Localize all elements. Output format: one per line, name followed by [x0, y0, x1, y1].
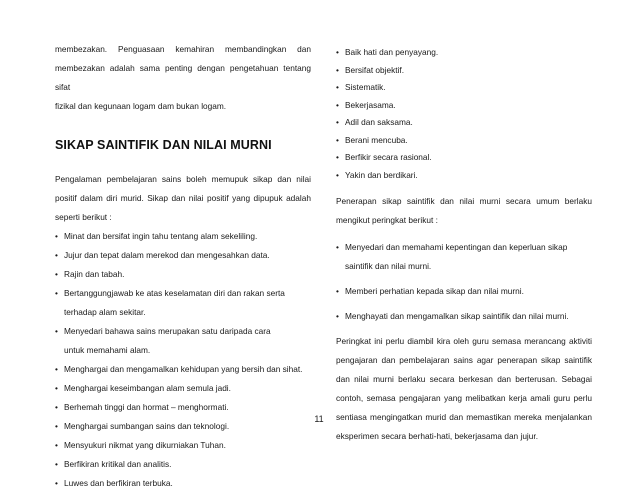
intro-paragraph: [55, 40, 311, 116]
list-item: • Luwes dan berfikiran terbuka.: [55, 474, 311, 493]
list-item: • Berfikir secara rasional.: [336, 149, 592, 167]
list-item: • Bertanggungjawab ke atas keselamatan diri dan rakan serta terhadap alam sekitar.: [55, 284, 302, 322]
left-column: [55, 40, 311, 493]
right-column: [336, 44, 592, 446]
para-line: sentiasa mengingatkan murid dan memastikan mereka menjalankan: [336, 412, 592, 422]
list-item: • Berani mencuba.: [336, 132, 592, 150]
list-item: • Mensyukuri nikmat yang dikurniakan Tuhan.: [55, 436, 311, 455]
para-line: positif dalam diri murid. Sikap dan nilai positif yang dipupuk adalah: [55, 193, 311, 203]
para-line: mengikut peringkat berikut :: [336, 215, 438, 225]
stages-intro-paragraph: [336, 192, 592, 230]
section-heading: SIKAP SAINTIFIK DAN NILAI MURNI: [55, 138, 272, 152]
list-item: • Berhemah tinggi dan hormat – menghormati.: [55, 398, 311, 417]
list-item: • Yakin dan berdikari.: [336, 167, 592, 185]
intro-line: membezakan. Penguasaan kemahiran membandingkan dan: [55, 44, 311, 54]
list-item: • Bekerjasama.: [336, 97, 592, 115]
list-item: • Minat dan bersifat ingin tahu tentang alam sekeliling.: [55, 227, 311, 246]
list-item: • Sistematik.: [336, 79, 592, 97]
spacer: [336, 184, 592, 192]
para-line: dan nilai murni berlaku secara berkesan dan berterusan. Sebagai: [336, 374, 592, 384]
para-line: Penerapan sikap saintifik dan nilai murni secara umum berlaku: [336, 196, 592, 206]
list-item: • Berfikiran kritikal dan analitis.: [55, 455, 311, 474]
list-item: • Menghargai keseimbangan alam semula jadi.: [55, 379, 311, 398]
list-item: • Menghargai sumbangan sains dan teknologi.: [55, 417, 311, 436]
intro-line: membezakan adalah sama penting dengan pengetahuan tentang sifat: [55, 63, 311, 92]
list-item: • Menyedari bahawa sains merupakan satu daripada cara untuk memahami alam.: [55, 322, 289, 360]
values-list: [336, 44, 592, 184]
closing-paragraph: [336, 332, 592, 446]
spacer: [336, 230, 592, 238]
para-line: Peringkat ini perlu diambil kira oleh guru semasa merancang aktiviti: [336, 336, 592, 346]
attitudes-list: [55, 227, 311, 493]
list-item: • Memberi perhatian kepada sikap dan nilai murni.: [336, 282, 592, 301]
list-item: • Rajin dan tabah.: [55, 265, 311, 284]
list-item: • Menghayati dan mengamalkan sikap saintifik dan nilai murni.: [336, 307, 575, 326]
intro-line: fizikal dan kegunaan logam dam bukan logam.: [55, 101, 227, 111]
para-line: seperti berikut :: [55, 212, 112, 222]
page-number: 11: [314, 414, 324, 424]
para-line: pengajaran dan pembelajaran sains agar penerapan sikap saintifik: [336, 355, 592, 365]
list-item: • Baik hati dan penyayang.: [336, 44, 592, 62]
para-line: Pengalaman pembelajaran sains boleh memupuk sikap dan nilai: [55, 174, 311, 184]
list-item: • Menghargai dan mengamalkan kehidupan yang bersih dan sihat.: [55, 360, 304, 379]
para-line: contoh, semasa pengajaran yang melibatkan kerja amali guru perlu: [336, 393, 592, 403]
list-item: • Adil dan saksama.: [336, 114, 592, 132]
stages-list: [336, 238, 592, 326]
para-line: eksperimen secara berhati-hati, bekerjasama dan jujur.: [336, 431, 538, 441]
attitudes-intro-paragraph: [55, 170, 311, 227]
list-item: • Bersifat objektif.: [336, 62, 592, 80]
list-item: • Jujur dan tepat dalam merekod dan mengesahkan data.: [55, 246, 311, 265]
list-item: • Menyedari dan memahami kepentingan dan keperluan sikap saintifik dan nilai murni.: [336, 238, 581, 276]
